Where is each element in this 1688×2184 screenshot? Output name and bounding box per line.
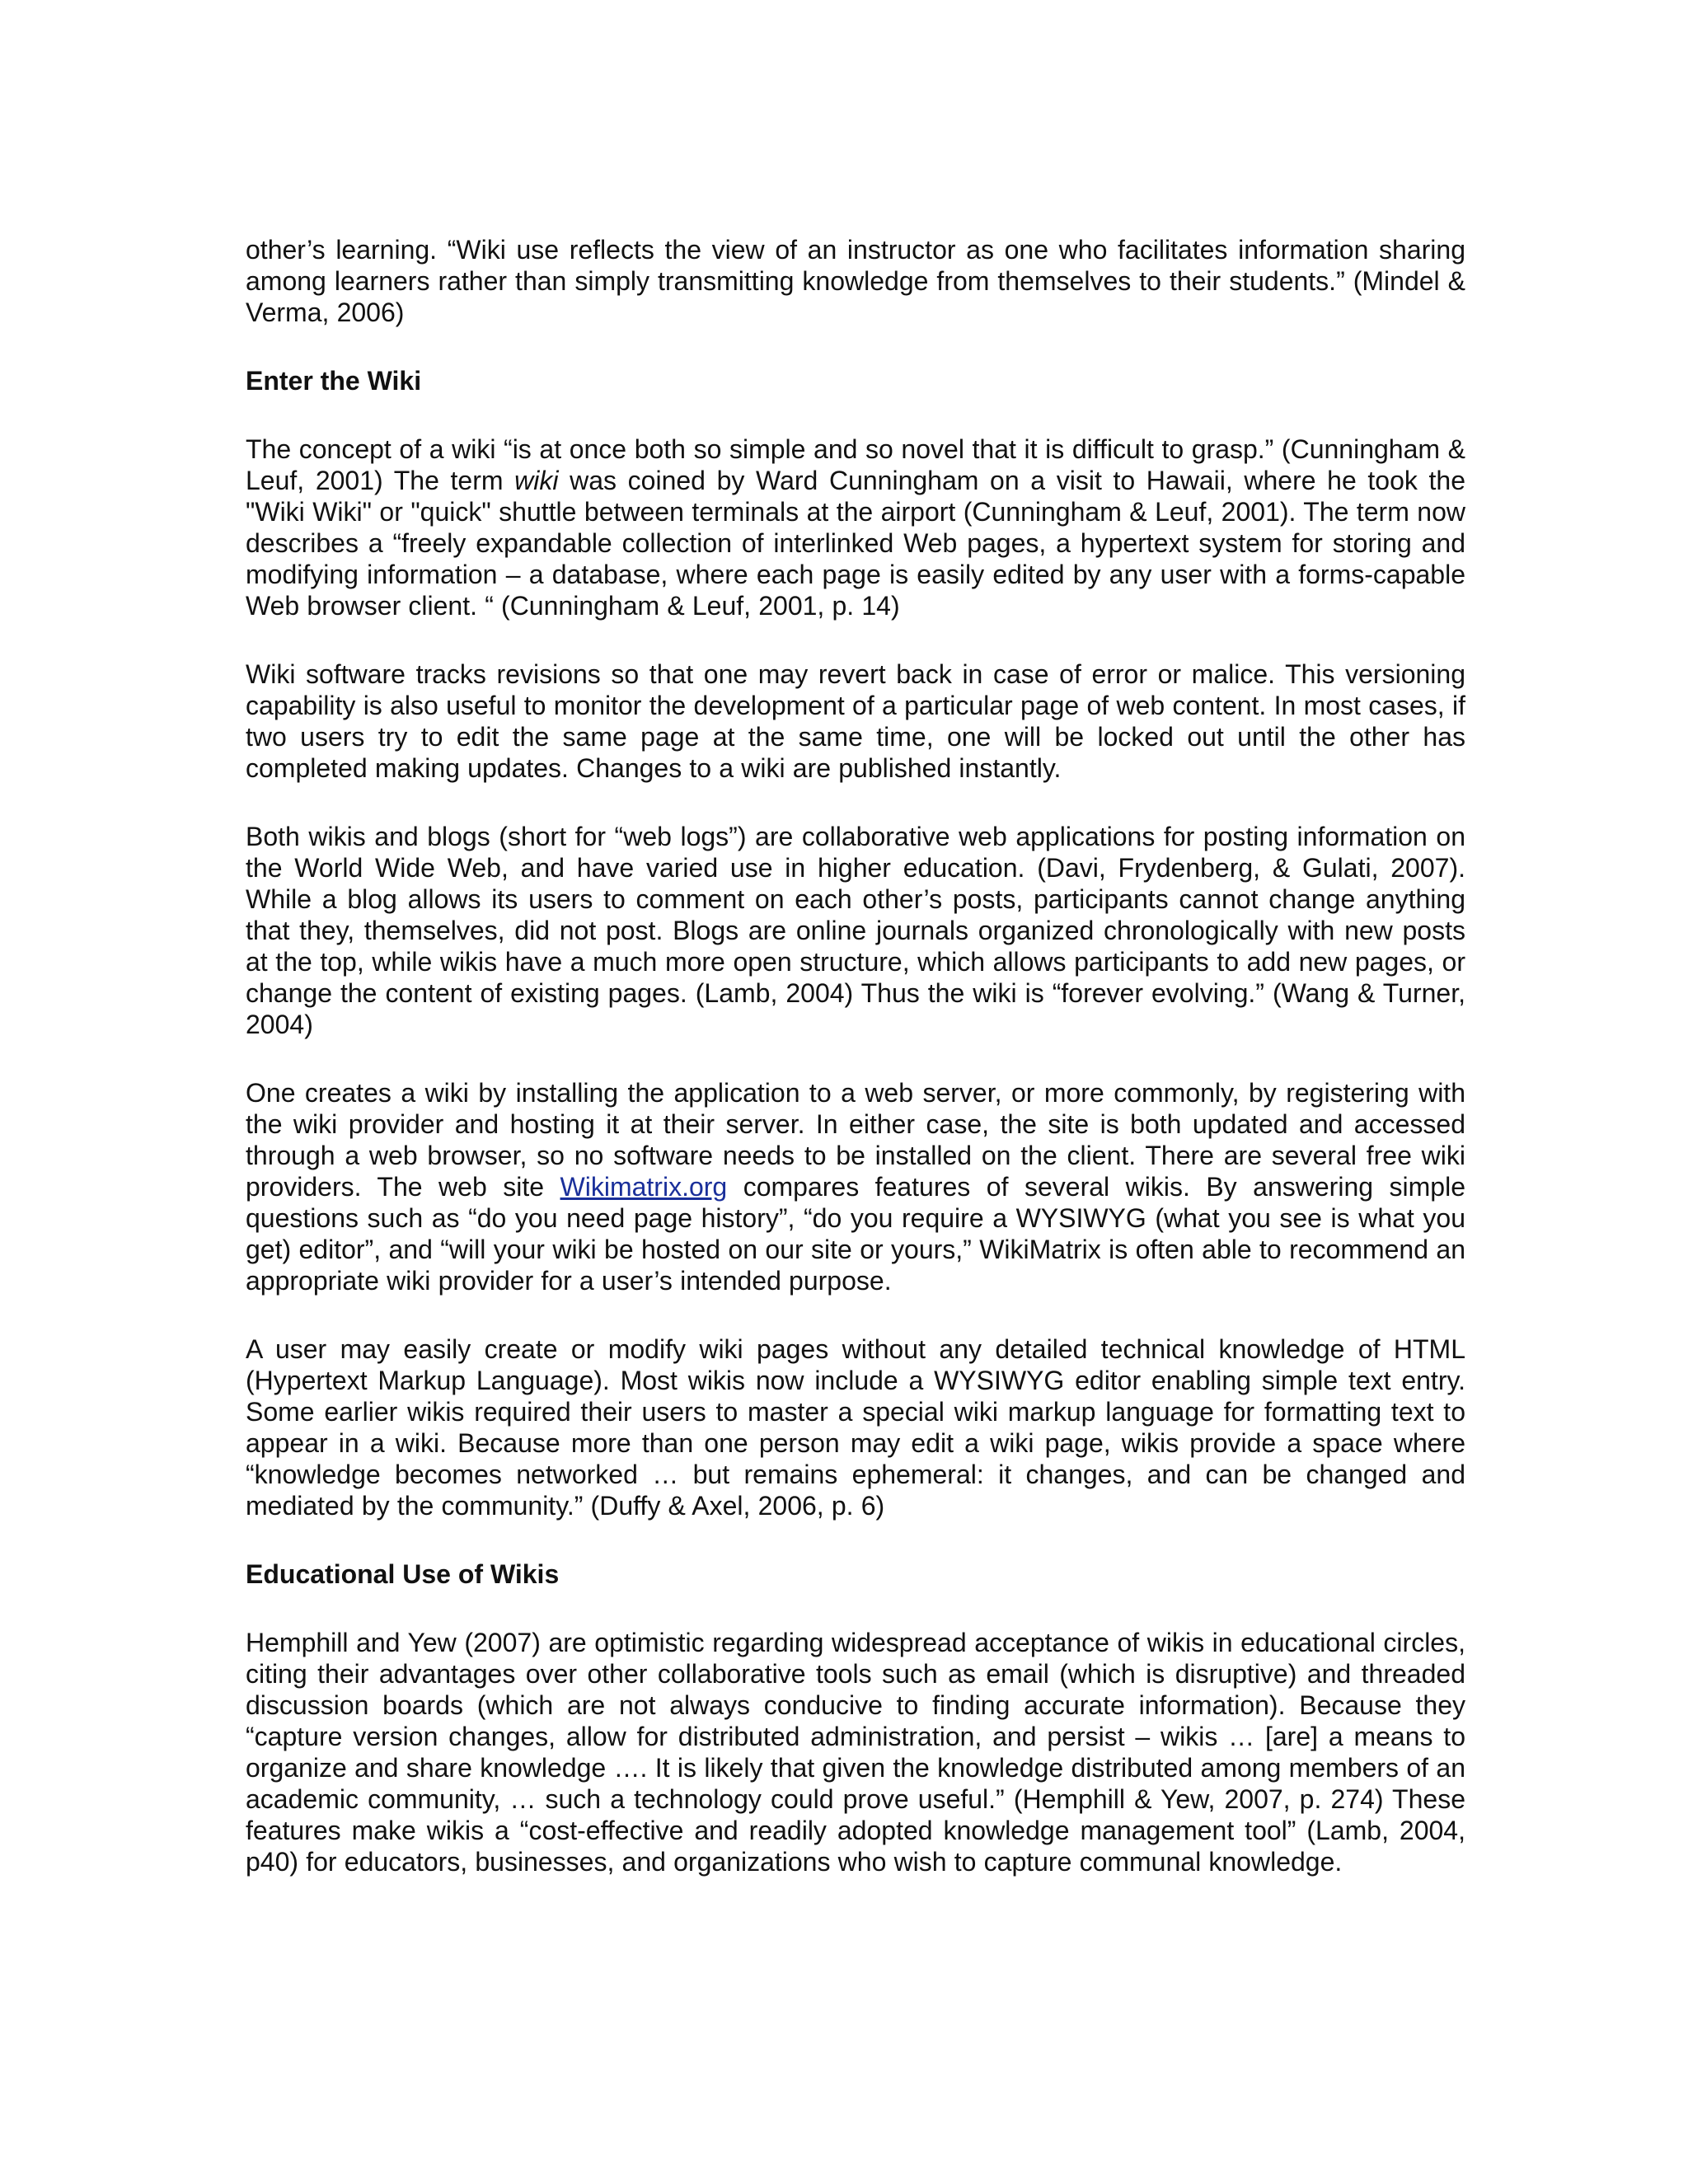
document-page xyxy=(246,234,1465,1877)
wikimatrix-link[interactable]: Wikimatrix.org xyxy=(560,1172,728,1202)
paragraph-concept xyxy=(246,434,1465,621)
paragraph-intro: other’s learning. “Wiki use reflects the view of an instructor as one who facilitates information sharing among learners rather than simply transmitting knowledge from themselves to their students.” (Mindel & Verma, 2006) xyxy=(246,235,1465,327)
paragraph-concept-part-a: The concept of a wiki “is at once both so simple and so novel that it is difficult to grasp.” (Cunningham & Leuf, 2001) The term xyxy=(246,434,1465,495)
heading-educational-use: Educational Use of Wikis xyxy=(246,1559,560,1589)
paragraph-software: Wiki software tracks revisions so that one may revert back in case of error or malice. This versioning capability is also useful to monitor the development of a particular page of web content. In most cases, if two users try to edit the same page at the same time, one will be locked out until the other has completed making updates. Changes to a wiki are published instantly. xyxy=(246,659,1465,783)
paragraph-blogs: Both wikis and blogs (short for “web logs”) are collaborative web applications for posting information on the World Wide Web, and have varied use in higher education. (Davi, Frydenberg, & Gulati, 2007). While a blog allows its users to comment on each other’s posts, participants cannot change anything that they, themselves, did not post. Blogs are online journals organized chronologically with new posts at the top, while wikis have a much more open structure, which allows participants to add new pages, or change the content of existing pages. (Lamb, 2004) Thus the wiki is “forever evolving.” (Wang & Turner, 2004) xyxy=(246,822,1465,1039)
paragraph-concept-part-b: was coined by Ward Cunningham on a visit to Hawaii, where he took the "Wiki Wiki" or "quick" shuttle between terminals at the airport (Cunningham & Leuf, 2001). The term now describes a “freely expandable collection of interlinked Web pages, a hypertext system for storing and modifying information – a database, where each page is easily edited by any user with a forms-capable Web browser client. “ (Cunningham & Leuf, 2001, p. 14) xyxy=(246,466,1466,621)
term-wiki: wiki xyxy=(514,466,559,495)
paragraph-user: A user may easily create or modify wiki pages without any detailed technical knowledge of HTML (Hypertext Markup Language). Most wikis now include a WYSIWYG editor enabling simple text entry. Some earlier wikis required their users to master a special wiki markup language for formatting text to appear in a wiki. Because more than one person may edit a wiki page, wikis provide a space where “knowledge becomes networked … but remains ephemeral: it changes, and can be changed and mediated by the community.” (Duffy & Axel, 2006, p. 6) xyxy=(246,1334,1465,1521)
paragraph-create-part-b: compares features of several wikis. By answering simple questions such as “do you need page history”, “do you require a WYSIWYG (what you see is what you get) editor”, and “will your wiki be hosted on our site or yours,” WikiMatrix is often able to recommend an appropriate wiki provider for a user’s intended purpose. xyxy=(246,1172,1465,1296)
heading-enter-the-wiki: Enter the Wiki xyxy=(246,366,422,396)
paragraph-create-part-a: One creates a wiki by installing the application to a web server, or more commonly, by registering with the wiki provider and hosting it at their server. In either case, the site is both updated and accessed through a web browser, so no software needs to be installed on the client. There are several free wiki providers. The web site xyxy=(246,1078,1465,1202)
paragraph-create xyxy=(246,1077,1465,1296)
paragraph-hemphill: Hemphill and Yew (2007) are optimistic regarding widespread acceptance of wikis in educational circles, citing their advantages over other collaborative tools such as email (which is disruptive) and threaded discussion boards (which are not always conducive to finding accurate information). Because they “capture version changes, allow for distributed administration, and persist – wikis … [are] a means to organize and share knowledge …. It is likely that given the knowledge distributed among members of an academic community, … such a technology could prove useful.” (Hemphill & Yew, 2007, p. 274) These features make wikis a “cost-effective and readily adopted knowledge management tool” (Lamb, 2004, p40) for educators, businesses, and organizations who wish to capture communal knowledge. xyxy=(246,1628,1465,1877)
